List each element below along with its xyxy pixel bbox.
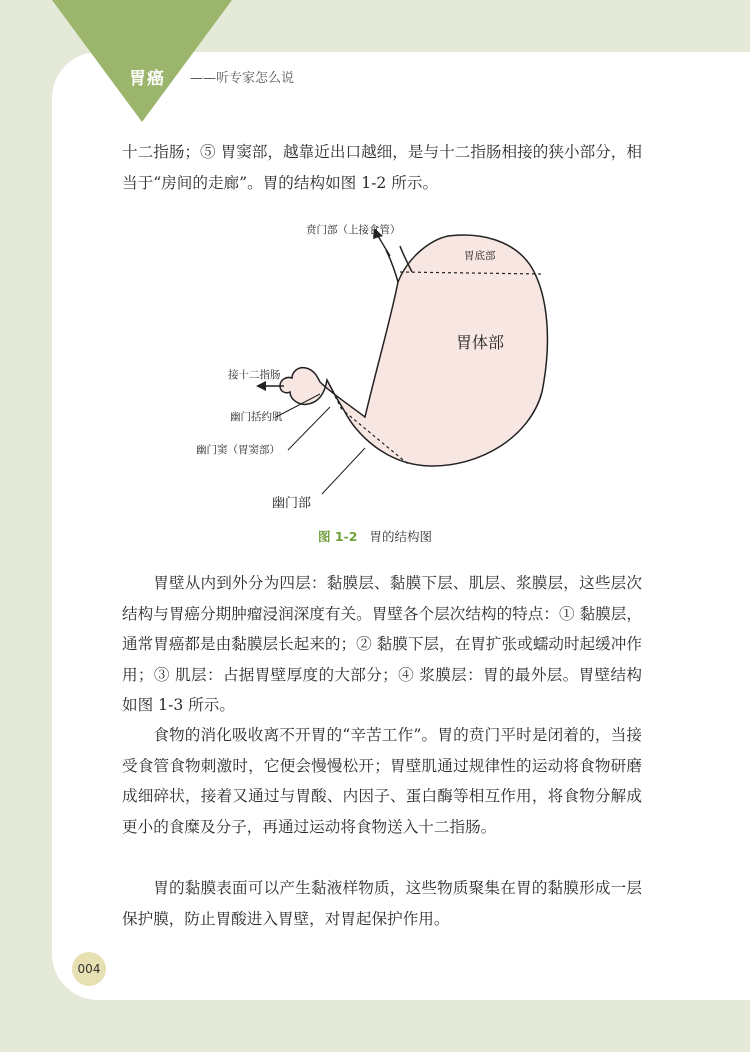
paragraph-1: 胃壁从内到外分为四层：黏膜层、黏膜下层、肌层、浆膜层，这些层次结构与胃癌分期肿瘤浸润深度有关。胃壁各个层次结构的特点：① 黏膜层，通常胃癌都是由黏膜层长起来的；② 黏膜下层，在胃扩张或蠕动时起缓冲作用；③ 肌层：占据胃壁厚度的大部分；④ 浆膜层：胃的最外层。胃壁结构如图 1-3 所示。 [122,574,642,714]
paragraph-3: 胃的黏膜表面可以产生黏液样物质，这些物质聚集在胃的黏膜形成一层保护膜，防止胃酸进入胃壁，对胃起保护作用。 [122,879,642,928]
label-fundus: 胃底部 [464,250,496,262]
label-cardia: 贲门部（上接食管） [306,224,401,236]
stomach-figure [180,212,560,522]
figure-caption [0,527,750,545]
paragraph-2: 食物的消化吸收离不开胃的“辛苦工作”。胃的贲门平时是闭着的，当接受食管食物刺激时，它便会慢慢松开；胃壁肌通过规律性的运动将食物研磨成细碎状，接着又通过与胃酸、内因子、蛋白酶等相互作用，将食物分解成更小的食糜及分子，再通过运动将食物送入十二指肠。 [122,726,642,836]
caption-number: 图 1-2 [318,529,358,544]
label-pylorus: 幽门部 [272,496,312,511]
paragraph-0: 十二指肠；⑤ 胃窦部，越靠近出口越细，是与十二指肠相接的狭小部分，相当于“房间的走廊”。胃的结构如图 1-2 所示。 [122,143,642,192]
label-antrum: 幽门窦（胃窦部） [196,444,280,456]
label-duodenum: 接十二指肠 [228,369,281,381]
header-subtitle: ——听专家怎么说 [190,71,295,86]
label-sphincter: 幽门括约肌 [230,411,283,423]
stomach-outline [280,235,547,466]
duodenum-arrow [256,381,266,391]
page-number-badge: 004 [72,952,106,986]
chapter-tag: 胃癌 [129,69,165,89]
label-body: 胃体部 [456,333,505,352]
caption-text: 胃的结构图 [369,529,432,544]
